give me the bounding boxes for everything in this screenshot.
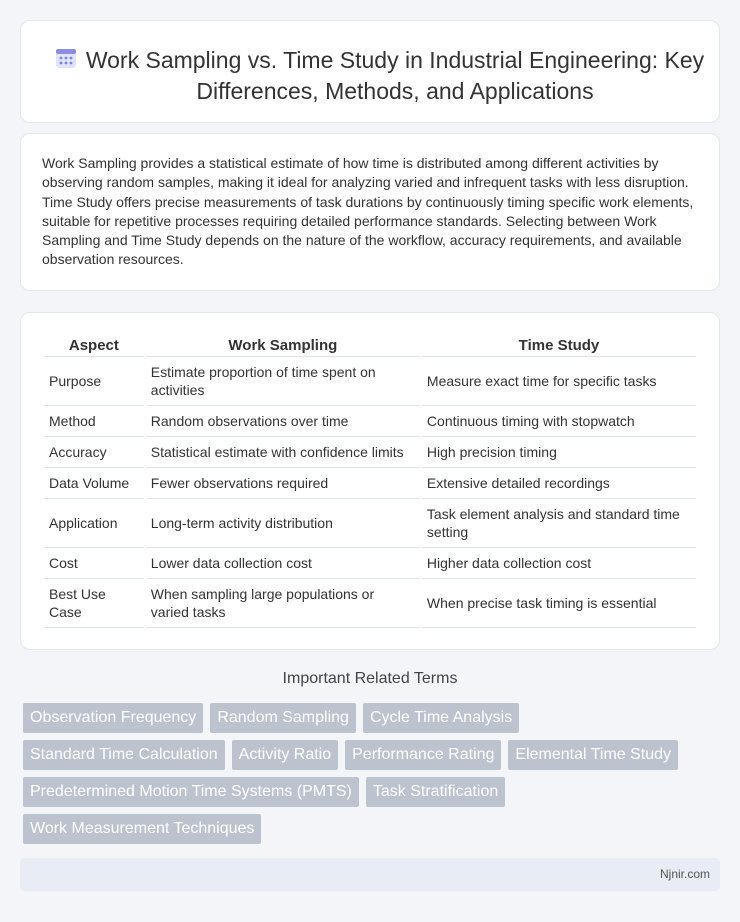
- cell-time-study: High precision timing: [422, 437, 696, 468]
- intro-card: [20, 133, 720, 291]
- header-aspect: Aspect: [44, 333, 144, 357]
- title-card: [20, 20, 720, 123]
- table-header-row: [44, 333, 696, 357]
- table-row: [44, 357, 696, 406]
- table-row: [44, 437, 696, 468]
- tag-performance-rating[interactable]: Performance Rating: [345, 740, 501, 770]
- tag-pmts[interactable]: Predetermined Motion Time Systems (PMTS): [23, 777, 359, 807]
- cell-time-study: Task element analysis and standard time setting: [422, 499, 696, 548]
- table-row: [44, 468, 696, 499]
- cell-time-study: Measure exact time for specific tasks: [422, 357, 696, 406]
- cell-aspect: Accuracy: [44, 437, 144, 468]
- footer-site-link[interactable]: Njnir.com: [659, 867, 710, 881]
- table-row: [44, 579, 696, 628]
- cell-time-study: Extensive detailed recordings: [422, 468, 696, 499]
- cell-time-study: Higher data collection cost: [422, 548, 696, 579]
- cell-aspect: Application: [44, 499, 144, 548]
- cell-work-sampling: Random observations over time: [146, 406, 420, 437]
- cell-aspect: Method: [44, 406, 144, 437]
- table-row: [44, 548, 696, 579]
- tag-random-sampling[interactable]: Random Sampling: [210, 703, 356, 733]
- tag-task-stratification[interactable]: Task Stratification: [366, 777, 505, 807]
- cell-time-study: When precise task timing is essential: [422, 579, 696, 628]
- related-terms-heading: Important Related Terms: [282, 670, 458, 687]
- table-row: [44, 499, 696, 548]
- cell-aspect: Cost: [44, 548, 144, 579]
- tag-standard-time-calculation[interactable]: Standard Time Calculation: [23, 740, 225, 770]
- comparison-card: [20, 312, 720, 650]
- cell-aspect: Best Use Case: [44, 579, 144, 628]
- tag-elemental-time-study[interactable]: Elemental Time Study: [508, 740, 678, 770]
- table-row: [44, 406, 696, 437]
- tag-observation-frequency[interactable]: Observation Frequency: [23, 703, 203, 733]
- cell-work-sampling: Fewer observations required: [146, 468, 420, 499]
- cell-aspect: Purpose: [44, 357, 144, 406]
- cell-time-study: Continuous timing with stopwatch: [422, 406, 696, 437]
- footer: [20, 858, 720, 891]
- header-work-sampling: Work Sampling: [146, 333, 420, 357]
- cell-work-sampling: Statistical estimate with confidence limits: [146, 437, 420, 468]
- intro-paragraph: Work Sampling provides a statistical estimate of how time is distributed among different activities by observing random samples, making it ideal for analyzing varied and infrequent tasks with less disruption. Time Study offers precise measurements of task durations by continuously timing specific work elements, suitable for repetitive processes requiring detailed performance standards. Selecting between Work Sampling and Time Study depends on the nature of the workflow, accuracy requirements, and available observation resources.: [42, 155, 694, 268]
- cell-work-sampling: Estimate proportion of time spent on activities: [146, 357, 420, 406]
- header-time-study: Time Study: [422, 333, 696, 357]
- related-terms-list: [23, 703, 713, 844]
- tag-cycle-time-analysis[interactable]: Cycle Time Analysis: [363, 703, 519, 733]
- tag-activity-ratio[interactable]: Activity Ratio: [232, 740, 338, 770]
- cell-work-sampling: Long-term activity distribution: [146, 499, 420, 548]
- page-title: Work Sampling vs. Time Study in Industrial Engineering: Key Differences, Methods, and Applications: [85, 47, 705, 104]
- comparison-table: [42, 333, 698, 628]
- cell-aspect: Data Volume: [44, 468, 144, 499]
- cell-work-sampling: When sampling large populations or varied tasks: [146, 579, 420, 628]
- tag-work-measurement-techniques[interactable]: Work Measurement Techniques: [23, 814, 261, 844]
- cell-work-sampling: Lower data collection cost: [146, 548, 420, 579]
